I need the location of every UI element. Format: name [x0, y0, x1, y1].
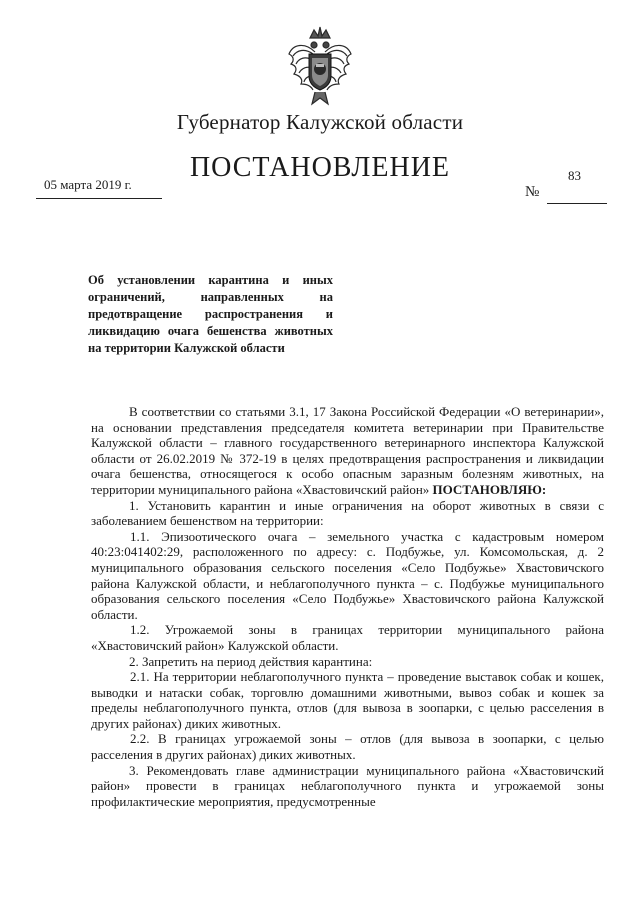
number-sign: № — [525, 184, 540, 200]
item-paragraph: 1.1. Эпизоотического очага – земельного участка с кадастровым номером 40:23:041402:29, расположенного по адресу: с. Подбужье, ул. Комсомольская, д. 2 муниципального образования сельского поселения «Село Подбужье» Хвастовичского района Калужской области, и неблагополучного пункта – с. Подбужье муниципального образования сельского поселения «Село Подбужье» Хвастовичского района Калужской области. — [91, 528, 604, 622]
document-type: ПОСТАНОВЛЕНИЕ — [189, 152, 451, 183]
decree-word: ПОСТАНОВЛЯЮ: — [432, 481, 547, 497]
document-body — [91, 404, 604, 809]
item-paragraph: 2.1. На территории неблагополучного пункта – проведение выставок собак и кошек, выводки и натаски собак, торговлю домашними животными, вывоз собак и кошек за пределы неблагополучного пункта, отлов (для вывоза в зоопарки, с целью расселения в других районах) диких животных. — [91, 669, 604, 731]
document-number: 83 — [568, 168, 581, 183]
coat-of-arms-icon — [285, 24, 355, 112]
item-paragraph: 1.2. Угрожаемой зоны в границах территории муниципального района «Хвастовичский район» Калужской области. — [91, 622, 604, 653]
preamble-paragraph — [91, 404, 604, 498]
item-paragraph: 2. Запретить на период действия карантина: — [129, 653, 373, 669]
item-paragraph: 3. Рекомендовать главе администрации муниципального района «Хвастовичский район» провести в границах неблагополучного пункта и угрожаемой зоны профилактические мероприятия, предусмотренные — [91, 762, 604, 809]
preamble-text: В соответствии со статьями 3.1, 17 Закона Российской Федерации «О ветеринарии», на основании представления председателя комитета ветеринарии при Правительстве Калужской области – главного государственного ветеринарного инспектора Калужской области от 26.02.2019 № 372-19 в целях предотвращения распространения и ликвидации очага бешенства, относящегося к особо опасным заразным болезням животных, на территории муниципального района «Хвастовичский район» — [91, 404, 604, 497]
date-underline — [36, 198, 162, 199]
number-underline — [547, 203, 607, 204]
item-paragraph: 2.2. В границах угрожаемой зоны – отлов (для вывоза в зоопарки, с целью расселения в других районах) диких животных. — [91, 731, 604, 763]
item-paragraph: 1. Установить карантин и иные ограничения на оборот животных в связи с заболеванием бешенством на территории: — [91, 497, 604, 529]
document-date: 05 марта 2019 г. — [44, 177, 132, 192]
issuer-title: Губернатор Калужской области — [176, 110, 464, 134]
document-subject: Об установлении карантина и иных ограничений, направленных на предотвращение распространения и ликвидацию очага бешенства животных на территории Калужской области — [88, 273, 333, 355]
